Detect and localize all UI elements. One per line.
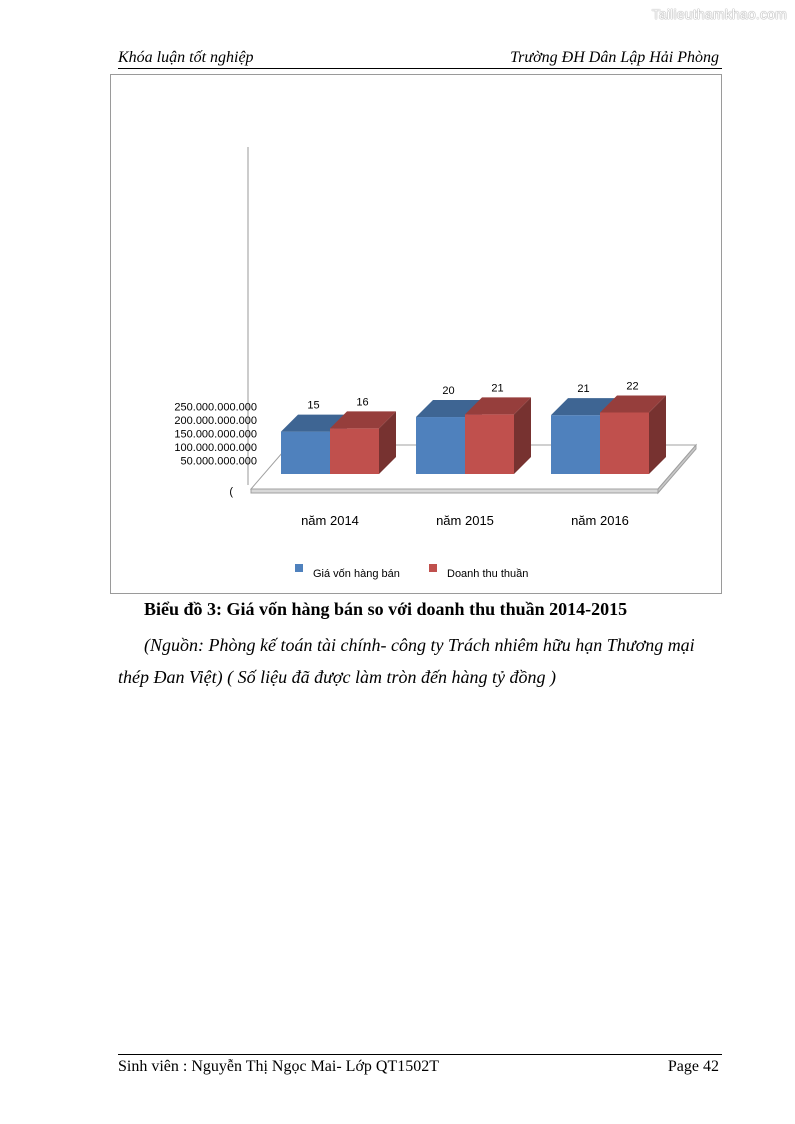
bar-data-label: 21 — [491, 382, 504, 395]
header-divider — [118, 68, 722, 69]
bar — [551, 415, 600, 474]
bar-data-label: 22 — [626, 380, 639, 393]
y-tick-label: 50.000.000.000 — [180, 455, 257, 468]
footer-divider — [118, 1054, 722, 1055]
legend-label: Giá vốn hàng bán — [313, 568, 400, 580]
chart-floor-edge — [251, 489, 658, 493]
chart-source-note: (Nguồn: Phòng kế toán tài chính- công ty Trách nhiêm hữu hạn Thương mại thép Đan Việt) ( Số liệu đã được làm tròn đến hàng tỷ đồng ) — [118, 635, 695, 687]
y-tick-label: 250.000.000.000 — [174, 401, 257, 414]
bar-data-label: 21 — [577, 383, 590, 396]
bar-data-label: 15 — [307, 399, 320, 412]
chart-caption: Biểu đồ 3: Giá vốn hàng bán so với doanh thu thuần 2014-2015 — [144, 599, 628, 619]
bar-chart — [111, 75, 723, 595]
footer-student-info: Sinh viên : Nguyễn Thị Ngọc Mai- Lớp QT1502T — [118, 1058, 440, 1075]
header-thesis-label: Khóa luận tốt nghiệp — [118, 49, 254, 66]
bar — [330, 428, 379, 474]
watermark-text: Tailieuthamkhao.com — [651, 6, 787, 22]
bar — [600, 412, 649, 474]
legend-swatch — [295, 564, 303, 572]
bar — [416, 417, 465, 474]
footer-page-number: Page 42 — [667, 1058, 719, 1075]
x-tick-label: năm 2016 — [571, 513, 629, 528]
chart-frame — [110, 74, 722, 594]
bar — [465, 414, 514, 474]
y-tick-label: 100.000.000.000 — [174, 442, 257, 454]
y-tick-label: 150.000.000.000 — [174, 428, 257, 441]
y-tick-label: ( — [229, 486, 233, 498]
legend-label: Doanh thu thuần — [447, 568, 529, 580]
header-university-label: Trường ĐH Dân Lập Hải Phòng — [510, 49, 719, 66]
bar-data-label: 20 — [442, 385, 455, 398]
bar-data-label: 16 — [356, 396, 369, 409]
y-tick-label: 200.000.000.000 — [174, 415, 257, 427]
legend-swatch — [429, 564, 437, 572]
x-tick-label: năm 2015 — [436, 513, 494, 528]
x-tick-label: năm 2014 — [301, 513, 359, 528]
bar — [281, 432, 330, 474]
